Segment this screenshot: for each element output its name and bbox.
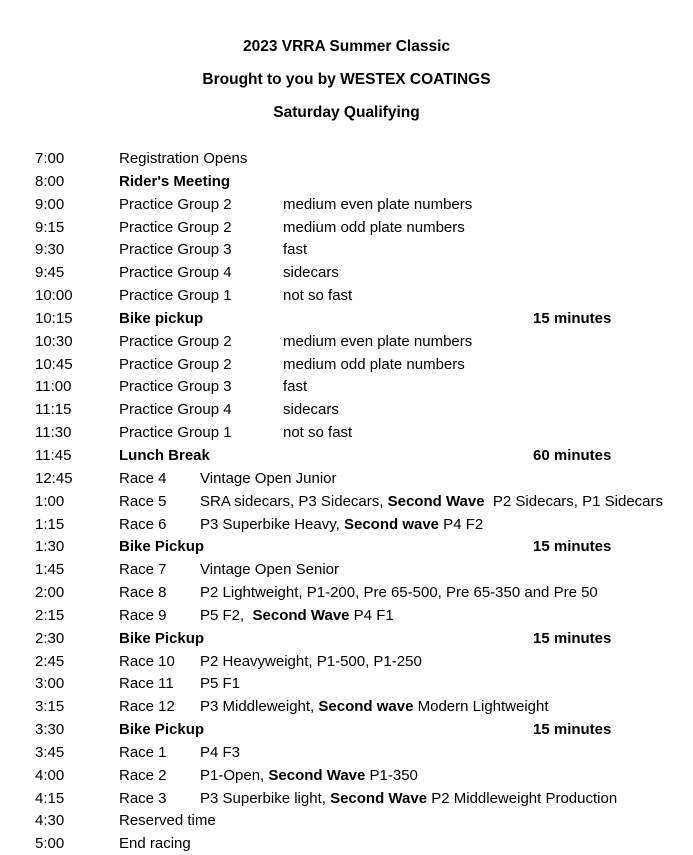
row-time: 1:15 (35, 515, 65, 533)
session-title: Saturday Qualifying (273, 104, 420, 121)
event-title: 2023 VRRA Summer Classic (242, 38, 451, 55)
row-time: 2:00 (35, 584, 65, 602)
row-event: Race 10 (119, 652, 175, 670)
row-detail (200, 559, 339, 582)
row-time: 8:00 (35, 172, 65, 190)
row-detail-text: P2 Heavyweight, P1-500, P1-250 (200, 652, 422, 670)
row-time: 1:00 (35, 492, 65, 510)
schedule-row (0, 262, 693, 285)
row-detail-bold-text: Second wave (318, 698, 414, 716)
row-detail-text-after: P4 F2 (439, 515, 484, 533)
schedule-row (0, 399, 693, 422)
row-time: 10:15 (35, 309, 73, 327)
row-detail-text: medium odd plate numbers (283, 218, 465, 236)
row-duration: 15 minutes (533, 538, 612, 556)
row-detail (200, 788, 617, 811)
schedule-row (0, 422, 693, 445)
row-detail (200, 765, 418, 788)
row-detail-text: medium odd plate numbers (283, 355, 465, 373)
row-detail-text: P5 F2, (200, 606, 253, 624)
row-detail-bold-text: Second Wave (268, 766, 366, 784)
row-time: 4:15 (35, 789, 65, 807)
row-detail (283, 239, 307, 262)
document-header (0, 0, 693, 129)
row-detail (283, 331, 472, 354)
row-detail (200, 468, 337, 491)
row-duration: 60 minutes (533, 446, 612, 464)
row-time: 10:30 (35, 332, 73, 350)
schedule-row (0, 217, 693, 240)
row-event: Race 3 (119, 789, 167, 807)
row-time: 9:00 (35, 195, 65, 213)
sponsor-line: Brought to you by WESTEX COATINGS (202, 71, 491, 88)
row-detail (283, 262, 339, 285)
row-event: Race 1 (119, 743, 167, 761)
row-detail-text: P4 F3 (200, 743, 241, 761)
row-time: 10:00 (35, 287, 73, 305)
row-detail (200, 742, 240, 765)
row-time: 3:15 (35, 698, 65, 716)
row-detail-bold-text: Second Wave (252, 606, 350, 624)
row-time: 12:45 (35, 469, 73, 487)
row-event: Practice Group 3 (119, 378, 232, 396)
row-event: Race 11 (119, 675, 174, 693)
schedule-row (0, 719, 693, 742)
row-detail-text-after: Modern Lightweight (413, 698, 549, 716)
row-event: Rider's Meeting (119, 172, 231, 190)
schedule-row (0, 331, 693, 354)
row-detail-text: P1-Open, (200, 766, 269, 784)
schedule-row (0, 194, 693, 217)
row-time: 9:30 (35, 241, 65, 259)
row-detail-text-after: P2 Middleweight Production (427, 789, 618, 807)
schedule-row (0, 514, 693, 537)
schedule-row (0, 376, 693, 399)
row-detail-text: P3 Superbike light, (200, 789, 331, 807)
row-detail-bold-text: Second Wave (330, 789, 428, 807)
row-event: Race 2 (119, 766, 167, 784)
row-event: Bike Pickup (119, 629, 205, 647)
schedule-row (0, 285, 693, 308)
row-detail-text: medium even plate numbers (283, 195, 473, 213)
row-detail (200, 673, 240, 696)
schedule-row (0, 810, 693, 833)
row-event: Race 5 (119, 492, 167, 510)
row-detail-text-after: P1-350 (365, 766, 418, 784)
schedule-row (0, 833, 693, 855)
row-event: Practice Group 2 (119, 218, 232, 236)
row-detail (200, 514, 483, 537)
row-event: Practice Group 4 (119, 401, 232, 419)
schedule-row (0, 788, 693, 811)
schedule-row (0, 605, 693, 628)
schedule-row (0, 468, 693, 491)
row-detail-text: sidecars (283, 401, 339, 419)
row-event: Race 12 (119, 698, 175, 716)
row-detail (200, 491, 663, 514)
row-event: Race 8 (119, 584, 167, 602)
row-event: End racing (119, 835, 191, 853)
row-time: 10:45 (35, 355, 73, 373)
row-detail (283, 354, 465, 377)
schedule-row (0, 445, 693, 468)
row-duration: 15 minutes (533, 721, 612, 739)
schedule-row (0, 559, 693, 582)
row-time: 3:30 (35, 721, 65, 739)
row-time: 11:30 (35, 424, 72, 442)
row-time: 2:30 (35, 629, 65, 647)
row-time: 3:45 (35, 743, 65, 761)
row-detail-text: fast (283, 378, 308, 396)
row-time: 2:15 (35, 606, 65, 624)
row-detail-text-after: P4 F1 (349, 606, 394, 624)
row-detail (283, 217, 465, 240)
row-detail (200, 605, 394, 628)
row-time: 3:00 (35, 675, 65, 693)
schedule-row (0, 354, 693, 377)
row-time: 11:00 (35, 378, 72, 396)
row-time: 4:30 (35, 812, 65, 830)
row-detail (283, 376, 307, 399)
row-event: Practice Group 4 (119, 264, 232, 282)
row-event: Practice Group 2 (119, 355, 232, 373)
schedule-row (0, 536, 693, 559)
schedule-row (0, 148, 693, 171)
row-detail (200, 696, 549, 719)
row-event: Lunch Break (119, 446, 210, 464)
row-event: Bike Pickup (119, 721, 205, 739)
schedule-row (0, 239, 693, 262)
row-time: 11:15 (35, 401, 72, 419)
row-detail-text: P2 Lightweight, P1-200, Pre 65-500, Pre 65-350 and Pre 50 (200, 584, 598, 602)
row-detail-text: Vintage Open Junior (200, 469, 337, 487)
row-event: Practice Group 1 (119, 424, 232, 442)
schedule (0, 148, 693, 855)
row-event: Race 9 (119, 606, 167, 624)
row-detail-bold-text: Second wave (343, 515, 440, 533)
row-detail-text: not so fast (283, 424, 353, 442)
row-event: Reserved time (119, 812, 216, 830)
row-duration: 15 minutes (533, 629, 612, 647)
row-event: Race 7 (119, 561, 167, 579)
schedule-row (0, 582, 693, 605)
schedule-row (0, 765, 693, 788)
row-detail-text: P3 Middleweight, (200, 698, 319, 716)
schedule-row (0, 628, 693, 651)
row-time: 9:45 (35, 264, 65, 282)
row-detail-text: medium even plate numbers (283, 332, 473, 350)
row-event: Registration Opens (119, 150, 248, 167)
row-detail-text: P3 Superbike Heavy, (200, 515, 344, 533)
row-detail (200, 582, 598, 605)
row-event: Practice Group 2 (119, 332, 232, 350)
schedule-row (0, 651, 693, 674)
row-event: Bike Pickup (119, 538, 205, 556)
row-detail-text: fast (283, 241, 308, 259)
row-event: Race 4 (119, 469, 167, 487)
schedule-row (0, 491, 693, 514)
schedule-row (0, 308, 693, 331)
row-detail-text: SRA sidecars, P3 Sidecars, (200, 492, 388, 510)
row-event: Race 6 (119, 515, 167, 533)
row-detail-text: Vintage Open Senior (200, 561, 339, 579)
row-event: Practice Group 2 (119, 195, 232, 213)
row-detail (283, 285, 352, 308)
row-detail (283, 422, 352, 445)
row-detail-text: not so fast (283, 287, 353, 305)
row-time: 9:15 (35, 218, 65, 236)
row-detail-bold-text: Second Wave (387, 492, 485, 510)
row-time: 5:00 (35, 835, 65, 853)
schedule-row (0, 696, 693, 719)
row-event: Practice Group 1 (119, 287, 232, 305)
row-duration: 15 minutes (533, 309, 612, 327)
schedule-row (0, 673, 693, 696)
row-detail-text-after: P2 Sidecars, P1 Sidecars (484, 492, 663, 510)
row-time: 7:00 (35, 150, 65, 167)
row-detail (200, 651, 422, 674)
row-event: Practice Group 3 (119, 241, 232, 259)
row-time: 1:45 (35, 561, 65, 579)
row-event: Bike pickup (119, 309, 204, 327)
row-detail-text: P5 F1 (200, 675, 241, 693)
row-time: 2:45 (35, 652, 65, 670)
schedule-row (0, 742, 693, 765)
schedule-row (0, 171, 693, 194)
row-detail (283, 399, 339, 422)
row-time: 1:30 (35, 538, 65, 556)
row-time: 11:45 (35, 446, 72, 464)
row-detail (283, 194, 472, 217)
row-detail-text: sidecars (283, 264, 339, 282)
row-time: 4:00 (35, 766, 65, 784)
